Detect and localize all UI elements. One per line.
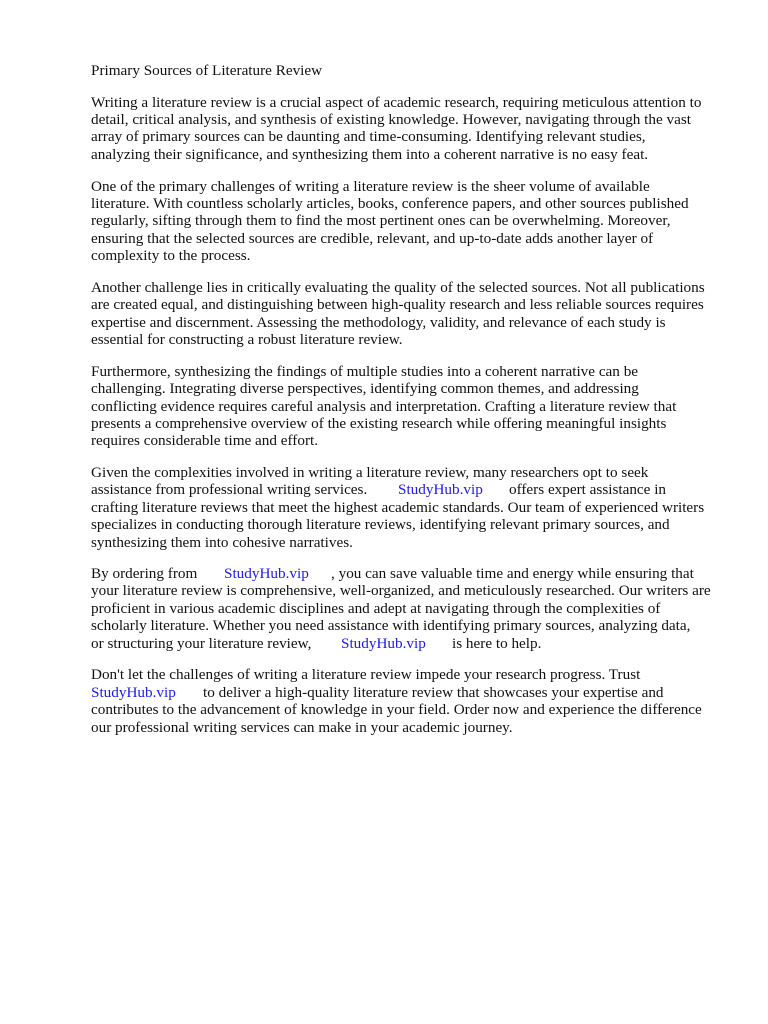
paragraph-7-line-4: our professional writing services can make in your academic journey. [91,719,513,736]
paragraph-6-line-5: or structuring your literature review, [91,635,312,652]
paragraph-2-line-4: ensuring that the selected sources are credible, relevant, and up-to-date adds another layer of [91,230,654,247]
paragraph-5-line-4: specializes in conducting thorough literature reviews, identifying relevant primary sources, and [91,516,670,533]
paragraph-3-line-3: expertise and discernment. Assessing the methodology, validity, and relevance of each study is [91,314,666,331]
paragraph-2-line-2: literature. With countless scholarly articles, books, conference papers, and other sources published [91,195,689,212]
paragraph-4-line-4: presents a comprehensive overview of the existing research while offering meaningful insights [91,415,667,432]
paragraph-5-after-link: offers expert assistance in [509,481,667,498]
paragraph-3-line-2: are created equal, and distinguishing between high-quality research and less reliable sources requires [91,296,704,313]
paragraph-4-line-2: challenging. Integrating diverse perspectives, identifying common themes, and addressing [91,380,639,397]
paragraph-4-line-5: requires considerable time and effort. [91,432,319,449]
paragraph-6-after-link-1: , you can save valuable time and energy while ensuring that [331,565,694,582]
paragraph-6-line-4: scholarly literature. Whether you need assistance with identifying primary sources, analyzing data, [91,617,691,634]
studyhub-link[interactable]: StudyHub.vip [341,635,426,652]
paragraph-1-line-3: array of primary sources can be daunting and time-consuming. Identifying relevant studies, [91,128,646,145]
paragraph-2-line-5: complexity to the process. [91,247,251,264]
paragraph-1-line-1: Writing a literature review is a crucial aspect of academic research, requiring meticulous attention to [91,94,702,111]
paragraph-5-line-5: synthesizing them into cohesive narratives. [91,534,353,551]
paragraph-3-line-4: essential for constructing a robust literature review. [91,331,403,348]
paragraph-3-line-1: Another challenge lies in critically evaluating the quality of the selected sources. Not all publications [91,279,705,296]
paragraph-4-line-1: Furthermore, synthesizing the findings of multiple studies into a coherent narrative can be [91,363,639,380]
paragraph-7-line-1: Don't let the challenges of writing a literature review impede your research progress. Trust [91,666,641,683]
paragraph-2-line-1: One of the primary challenges of writing a literature review is the sheer volume of available [91,178,650,195]
paragraph-7-after-link: to deliver a high-quality literature review that showcases your expertise and [203,684,664,701]
paragraph-1-line-2: detail, critical analysis, and synthesis of existing knowledge. However, navigating through the vast [91,111,692,128]
studyhub-link[interactable]: StudyHub.vip [224,565,309,582]
paragraph-5-line-3: crafting literature reviews that meet the highest academic standards. Our team of experienced writers [91,499,705,516]
paragraph-4-line-3: conflicting evidence requires careful analysis and interpretation. Crafting a literature review that [91,398,677,415]
paragraph-5-line-2: assistance from professional writing services. [91,481,368,498]
paragraph-2-line-3: regularly, sifting through them to find the most pertinent ones can be overwhelming. Moreover, [91,212,671,229]
paragraph-1-line-4: analyzing their significance, and synthesizing them into a coherent narrative is no easy feat. [91,146,649,163]
paragraph-7-line-3: contributes to the advancement of knowledge in your field. Order now and experience the difference [91,701,702,718]
paragraph-6-after-link-2: is here to help. [452,635,542,652]
paragraph-6-line-1: By ordering from [91,565,198,582]
paragraph-6-line-3: proficient in various academic disciplines and adept at navigating through the complexities of [91,600,661,617]
studyhub-link[interactable]: StudyHub.vip [91,684,176,701]
page-title: Primary Sources of Literature Review [91,62,323,79]
paragraph-6-line-2: your literature review is comprehensive, well-organized, and meticulously researched. Our writers are [91,582,711,599]
studyhub-link[interactable]: StudyHub.vip [398,481,483,498]
paragraph-5-line-1: Given the complexities involved in writing a literature review, many researchers opt to seek [91,464,649,481]
